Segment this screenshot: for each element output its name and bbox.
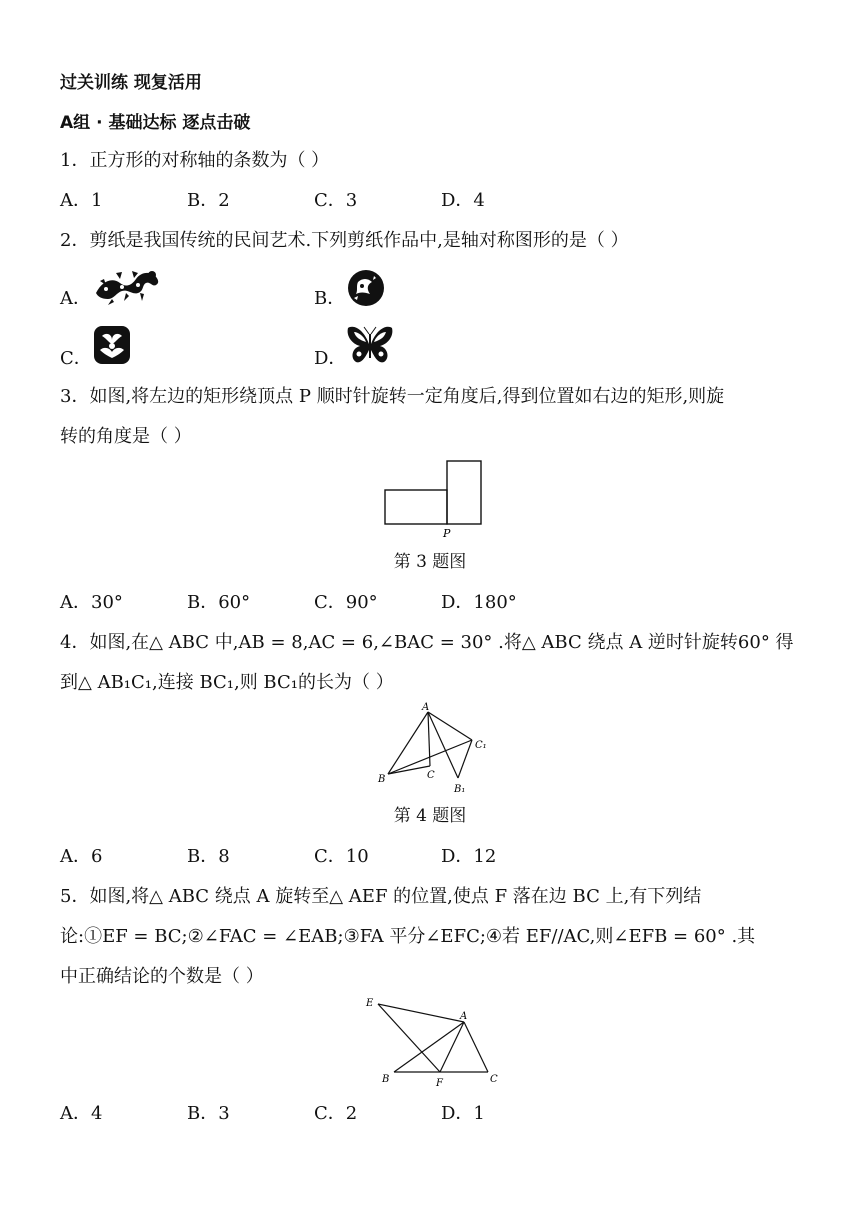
- q5-option-c: C．2: [314, 1103, 358, 1124]
- q4-figure: [372, 700, 492, 798]
- q3-option-b: B．60°: [187, 592, 251, 613]
- q4-option-b: B．8: [187, 846, 230, 867]
- q3-stem-line2: 转的角度是（ ）: [60, 426, 192, 447]
- q3-stem-line1: 3．如图,将左边的矩形绕顶点 P 顺时针旋转一定角度后,得到位置如右边的矩形,则旋: [60, 386, 725, 407]
- q3-caption: 第 3 题图: [393, 552, 467, 572]
- q5-stem-line2: 论:①EF = BC;②∠FAC = ∠EAB;③FA 平分∠EFC;④若 EF//AC,则∠EFB = 60° .其: [60, 926, 756, 947]
- q3-option-a: A．30°: [60, 592, 123, 613]
- right-rectangle: [447, 461, 481, 524]
- q3-option-d: D．180°: [441, 592, 517, 613]
- q5-label-e: E: [366, 998, 374, 1009]
- q4-stem-line2: 到△ AB₁C₁,连接 BC₁,则 BC₁的长为（ ）: [60, 672, 394, 693]
- q4-label-a: A: [422, 702, 430, 713]
- q5-stem-line1: 5．如图,将△ ABC 绕点 A 旋转至△ AEF 的位置,使点 F 落在边 BC 上,有下列结: [60, 886, 702, 907]
- q5-label-b: B: [382, 1074, 390, 1085]
- q4-label-c: C: [427, 770, 435, 781]
- q5-label-a: A: [460, 1011, 468, 1022]
- group-title: A组 · 基础达标 逐点击破: [60, 113, 251, 133]
- q2-stem: 2．剪纸是我国传统的民间艺术.下列剪纸作品中,是轴对称图形的是（ ）: [60, 230, 629, 251]
- q5-stem-line3: 中正确结论的个数是（ ）: [60, 966, 264, 987]
- q1-stem: 1．正方形的对称轴的条数为（ ）: [60, 150, 330, 171]
- q2-option-b: B．: [314, 288, 346, 309]
- q5-label-c: C: [490, 1074, 498, 1085]
- q5-option-a: A．4: [60, 1103, 103, 1124]
- flower-papercut-icon: [92, 324, 132, 366]
- q4-option-d: D．12: [441, 846, 497, 867]
- q4-label-b: B: [378, 774, 386, 785]
- q3-figure: [376, 455, 490, 543]
- q2-option-a: A．: [60, 288, 91, 309]
- q4-option-c: C．10: [314, 846, 369, 867]
- q1-option-c: C．3: [314, 190, 358, 211]
- q4-stem-line1: 4．如图,在△ ABC 中,AB = 8,AC = 6,∠BAC = 30° .将△ ABC 绕点 A 逆时针旋转60° 得: [60, 632, 794, 653]
- q5-figure: [360, 992, 510, 1090]
- q4-caption: 第 4 题图: [393, 806, 467, 826]
- q4-label-b1: B₁: [454, 784, 466, 795]
- q4-label-c1: C₁: [475, 740, 487, 751]
- q4-option-a: A．6: [60, 846, 103, 867]
- q1-option-b: B．2: [187, 190, 230, 211]
- butterfly-papercut-icon: [346, 324, 394, 366]
- q5-label-f: F: [436, 1078, 443, 1089]
- q1-option-a: A．1: [60, 190, 103, 211]
- q1-option-d: D．4: [441, 190, 485, 211]
- dragon-papercut-icon: [92, 263, 164, 307]
- left-rectangle: [385, 490, 447, 524]
- point-p-label: P: [443, 527, 451, 540]
- q5-option-d: D．1: [441, 1103, 485, 1124]
- q2-option-c: C．: [60, 348, 92, 369]
- q5-option-b: B．3: [187, 1103, 230, 1124]
- section-title: 过关训练 现复活用: [60, 73, 202, 93]
- round-papercut-icon: [346, 268, 386, 308]
- q3-option-c: C．90°: [314, 592, 378, 613]
- q2-option-d: D．: [314, 348, 347, 369]
